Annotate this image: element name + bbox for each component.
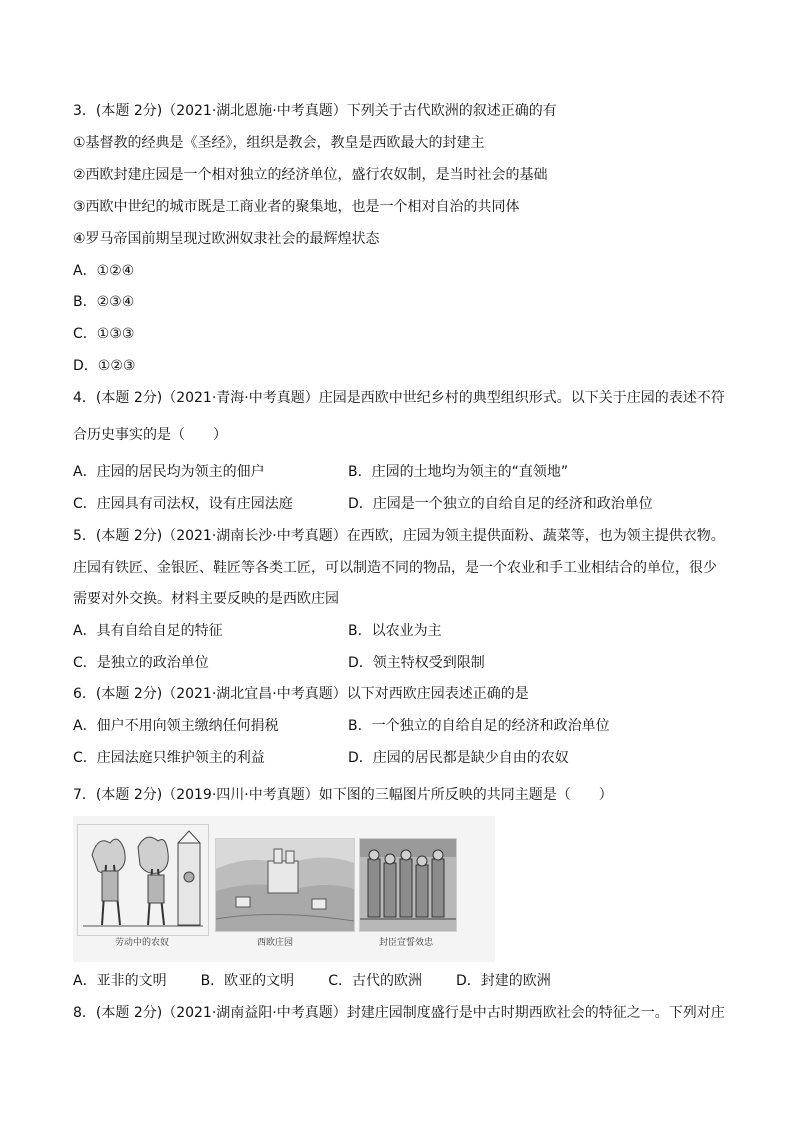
q7-option-b[interactable]: B．欧亚的文明 [200,973,295,989]
q5-stem-line-2: 庄园有铁匠、金银匠、鞋匠等各类工匠，可以制造不同的物品，是一个农业和手工业相结合的单位，很少 [73,560,717,576]
q3-item-3: ③西欧中世纪的城市既是工商业者的聚集地，也是一个相对自治的共同体 [73,199,520,215]
q5-option-c[interactable]: C．是独立的政治单位 [73,655,209,671]
q4-option-c[interactable]: C．庄园具有司法权，设有庄园法庭 [73,496,293,512]
q4-option-d[interactable]: D．庄园是一个独立的自给自足的经济和政治单位 [348,496,653,512]
q3-option-c[interactable]: C．①③③ [73,326,135,342]
q3-option-d[interactable]: D．①②③ [73,358,136,374]
caption-manor: 西欧庄园 [257,938,294,948]
q3-option-a[interactable]: A．①②④ [73,263,135,279]
q3-item-1: ①基督教的经典是《圣经》，组织是教会，教皇是西欧最大的封建主 [73,135,485,151]
q5-stem-line-3: 需要对外交换。材料主要反映的是西欧庄园 [73,591,339,607]
q4-stem-line-1: 4．(本题 2分)（2021·青海·中考真题）庄园是西欧中世纪乡村的典型组织形式。以下关于庄园的表述不符 [73,390,725,406]
q3-item-2: ②西欧封建庄园是一个相对独立的经济单位，盛行农奴制，是当时社会的基础 [73,167,548,183]
q5-option-d[interactable]: D．领主特权受到限制 [348,655,485,671]
q5-option-a[interactable]: A．具有自给自足的特征 [73,623,223,639]
q7-options [73,972,585,990]
q4-option-a[interactable]: A．庄园的居民均为领主的佃户 [73,464,265,480]
q8-stem: 8．(本题 2分)（2021·湖南益阳·中考真题）封建庄园制度盛行是中古时期西欧社会的特征之一。下列对庄 [73,1005,725,1021]
q4-option-b[interactable]: B．庄园的土地均为领主的“直领地” [348,464,569,480]
caption-vassal-oath: 封臣宣誓效忠 [379,938,434,948]
q7-figure [73,816,495,962]
manor-picture [215,838,355,932]
q6-stem: 6．(本题 2分)（2021·湖北宜昌·中考真题）以下对西欧庄园表述正确的是 [73,686,529,702]
serfs-working-picture [77,824,209,936]
vassal-oath-picture [359,838,457,932]
q5-option-b[interactable]: B．以农业为主 [348,623,442,639]
q6-option-d[interactable]: D．庄园的居民都是缺少自由的农奴 [348,750,569,766]
q3-item-4: ④罗马帝国前期呈现过欧洲奴隶社会的最辉煌状态 [73,231,380,247]
q7-stem: 7．(本题 2分)（2019·四川·中考真题）如下图的三幅图片所反映的共同主题是（ ） [73,787,613,803]
q3-stem: 3．(本题 2分)（2021·湖北恩施·中考真题）下列关于古代欧洲的叙述正确的有 [73,103,557,119]
caption-serfs: 劳动中的农奴 [115,938,170,948]
q6-option-a[interactable]: A．佃户不用向领主缴纳任何捐税 [73,718,279,734]
q7-option-a[interactable]: A．亚非的文明 [73,973,167,989]
q7-option-d[interactable]: D．封建的欧洲 [455,973,551,989]
q6-option-b[interactable]: B．一个独立的自给自足的经济和政治单位 [348,718,610,734]
q7-option-c[interactable]: C．古代的欧洲 [328,973,422,989]
q3-option-b[interactable]: B．②③④ [73,294,135,310]
q6-option-c[interactable]: C．庄园法庭只维护领主的利益 [73,750,265,766]
q4-stem-line-2: 合历史事实的是（ ） [73,427,227,443]
q5-stem-line-1: 5．(本题 2分)（2021·湖南长沙·中考真题）在西欧，庄园为领主提供面粉、蔬菜等，也为领主提供衣物。 [73,528,725,544]
